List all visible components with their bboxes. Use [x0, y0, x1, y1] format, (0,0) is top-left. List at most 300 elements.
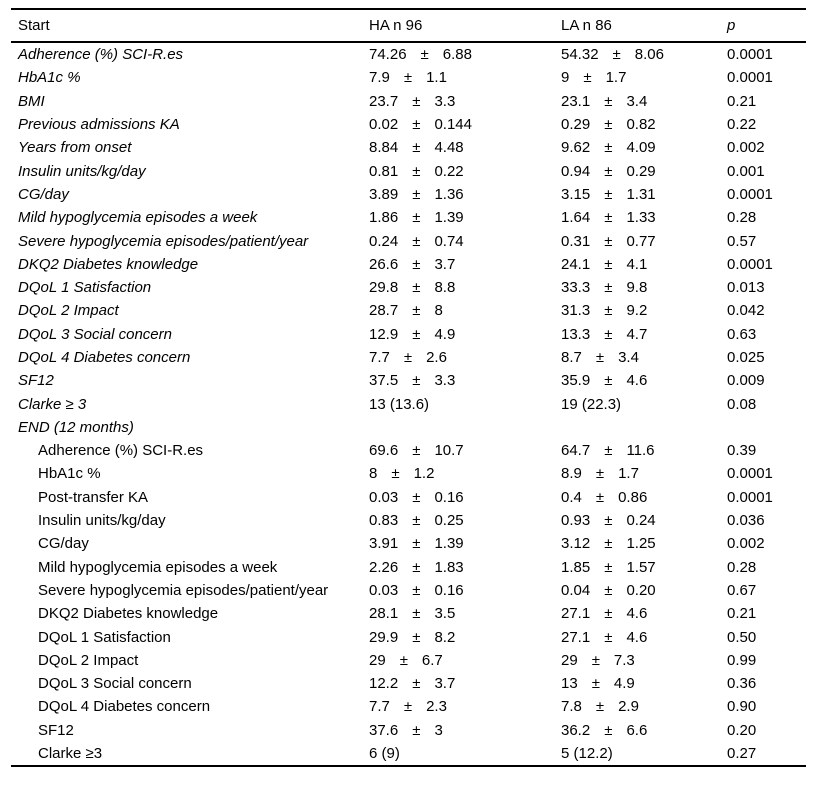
- row-label: DKQ2 Diabetes knowledge: [38, 606, 219, 622]
- ha-value: [363, 513, 555, 528]
- value-mean: 27.1: [561, 606, 591, 622]
- plus-minus-sign: ±: [412, 117, 421, 133]
- value-mean: 0.31: [561, 233, 591, 249]
- row-label: Insulin units/kg/day: [38, 513, 166, 529]
- p-value: 0.0001: [727, 70, 773, 86]
- p-value: 0.002: [727, 536, 765, 552]
- value-mean: 29: [369, 652, 386, 668]
- value-sd: 1.57: [626, 559, 656, 575]
- la-value: [555, 723, 721, 738]
- results-table: [11, 8, 806, 767]
- value-sd: 3.7: [434, 676, 456, 692]
- value-mean: 7.7: [369, 699, 390, 715]
- plus-minus-sign: ±: [412, 163, 421, 179]
- value-sd: 11.6: [626, 443, 655, 459]
- value-mean: 0.81: [369, 163, 399, 179]
- plus-minus-sign: ±: [612, 47, 621, 63]
- p-value: 0.025: [727, 350, 765, 365]
- plus-minus-sign: ±: [412, 489, 421, 505]
- value-mean: 13.3: [561, 326, 591, 342]
- table-row: [11, 579, 806, 602]
- la-value: [555, 490, 721, 505]
- value-mean: 1.86: [369, 210, 399, 226]
- value-sd: 4.9: [434, 326, 456, 342]
- plus-minus-sign: ±: [595, 699, 605, 715]
- value-mean: 36.2: [561, 722, 591, 738]
- value-mean: 29.8: [369, 280, 399, 296]
- value-sd: 7.3: [613, 652, 635, 668]
- plus-minus-sign: ±: [412, 373, 421, 389]
- value-mean: 0.02: [369, 117, 399, 133]
- table-row: [11, 392, 806, 415]
- p-value: 0.001: [727, 163, 765, 179]
- header-cell-la: LA n 86: [561, 18, 612, 33]
- la-value: [555, 164, 721, 179]
- la-value: [555, 187, 721, 202]
- row-label: CG/day: [38, 536, 89, 552]
- row-label: Years from onset: [18, 140, 132, 156]
- ha-value: [363, 653, 555, 668]
- value-sd: 0.82: [626, 117, 656, 133]
- value-mean: 23.1: [561, 93, 591, 109]
- value-mean: 33.3: [561, 280, 591, 296]
- value-mean: 0.94: [561, 163, 591, 179]
- value-sd: 4.48: [434, 140, 464, 156]
- plus-minus-sign: ±: [595, 350, 605, 365]
- value-sd: 8.06: [634, 47, 664, 63]
- value-sd: 1.39: [434, 210, 464, 226]
- plus-minus-sign: ±: [604, 722, 613, 738]
- la-value: [555, 303, 721, 318]
- value-sd: 0.25: [434, 513, 464, 529]
- value-sd: 6.7: [421, 652, 443, 668]
- ha-value: [363, 699, 555, 714]
- value-mean: 6 (9): [369, 746, 400, 762]
- table-row: [11, 113, 806, 136]
- la-value: [555, 443, 721, 458]
- value-sd: 1.2: [413, 466, 435, 482]
- table-header: [11, 10, 806, 43]
- la-value: [555, 350, 721, 365]
- value-mean: 74.26: [369, 47, 407, 63]
- plus-minus-sign: ±: [595, 489, 605, 505]
- value-mean: 8.84: [369, 140, 399, 156]
- p-value: 0.009: [727, 373, 765, 389]
- row-label: Insulin units/kg/day: [18, 163, 146, 179]
- value-mean: 31.3: [561, 303, 591, 319]
- row-label: END (12 months): [18, 419, 134, 435]
- value-sd: 9.2: [626, 303, 648, 319]
- ha-value: [363, 234, 555, 249]
- table-row: [11, 183, 806, 206]
- la-value: [555, 513, 721, 528]
- value-sd: 0.24: [626, 513, 656, 529]
- plus-minus-sign: ±: [412, 629, 421, 645]
- table-row: [11, 136, 806, 159]
- value-sd: 4.7: [626, 326, 648, 342]
- ha-value: [363, 373, 555, 388]
- value-mean: 7.8: [561, 699, 582, 715]
- value-sd: 4.1: [626, 256, 648, 272]
- value-sd: 0.86: [618, 489, 648, 505]
- value-mean: 28.7: [369, 303, 399, 319]
- p-value: 0.0001: [727, 256, 773, 272]
- plus-minus-sign: ±: [604, 93, 613, 109]
- ha-value: [363, 443, 555, 458]
- plus-minus-sign: ±: [604, 443, 613, 459]
- value-mean: 0.03: [369, 582, 399, 598]
- value-mean: 3.91: [369, 536, 399, 552]
- p-value: 0.39: [727, 443, 757, 459]
- la-value: [555, 560, 721, 575]
- plus-minus-sign: ±: [412, 582, 421, 598]
- table-row: [11, 299, 806, 322]
- value-mean: 7.7: [369, 350, 390, 365]
- la-value: [555, 140, 721, 155]
- value-mean: 26.6: [369, 256, 399, 272]
- table-row: [11, 462, 806, 485]
- plus-minus-sign: ±: [412, 186, 421, 202]
- value-mean: 69.6: [369, 443, 399, 459]
- row-label: HbA1c %: [18, 70, 81, 86]
- plus-minus-sign: ±: [604, 629, 613, 645]
- row-label: Clarke ≥ 3: [18, 396, 87, 412]
- ha-value: [363, 583, 555, 598]
- value-sd: 1.39: [434, 536, 464, 552]
- p-value: 0.57: [727, 233, 757, 249]
- value-mean: 37.6: [369, 722, 399, 738]
- value-sd: 0.74: [434, 233, 464, 249]
- section-header-row: [11, 416, 806, 439]
- plus-minus-sign: ±: [412, 256, 421, 272]
- value-mean: 1.85: [561, 559, 591, 575]
- row-label: Previous admissions KA: [18, 117, 180, 133]
- plus-minus-sign: ±: [604, 513, 613, 529]
- value-sd: 3.3: [434, 373, 456, 389]
- plus-minus-sign: ±: [399, 652, 408, 668]
- table-row: [11, 43, 806, 66]
- row-label: DQoL 1 Satisfaction: [18, 280, 152, 296]
- plus-minus-sign: ±: [412, 676, 421, 692]
- plus-minus-sign: ±: [403, 70, 413, 86]
- table-row: [11, 649, 806, 672]
- plus-minus-sign: ±: [412, 443, 421, 459]
- p-value: 0.002: [727, 140, 765, 156]
- plus-minus-sign: ±: [412, 233, 421, 249]
- row-label: SF12: [18, 373, 54, 389]
- p-value: 0.63: [727, 326, 757, 342]
- value-mean: 12.2: [369, 676, 399, 692]
- plus-minus-sign: ±: [604, 536, 613, 552]
- row-label: Adherence (%) SCI-R.es: [38, 443, 204, 459]
- table-row: [11, 556, 806, 579]
- table-row: [11, 206, 806, 229]
- table-row: [11, 695, 806, 718]
- plus-minus-sign: ±: [604, 117, 613, 133]
- header-cell-p: p: [727, 18, 736, 33]
- ha-value: [363, 187, 555, 202]
- value-mean: 0.29: [561, 117, 591, 133]
- value-sd: 10.7: [434, 443, 464, 459]
- plus-minus-sign: ±: [604, 606, 613, 622]
- la-value: [555, 373, 721, 388]
- row-label: Clarke ≥3: [38, 746, 103, 762]
- plus-minus-sign: ±: [583, 70, 592, 86]
- plus-minus-sign: ±: [412, 513, 421, 529]
- ha-value: [363, 210, 555, 225]
- value-mean: 29: [561, 652, 578, 668]
- plus-minus-sign: ±: [591, 652, 600, 668]
- value-mean: 3.89: [369, 186, 399, 202]
- value-sd: 4.6: [626, 606, 648, 622]
- ha-value: [363, 490, 555, 505]
- row-label: DKQ2 Diabetes knowledge: [18, 256, 199, 272]
- value-sd: 0.77: [626, 233, 656, 249]
- la-value: [555, 699, 721, 714]
- value-mean: 37.5: [369, 373, 399, 389]
- value-sd: 1.25: [626, 536, 656, 552]
- ha-value: [363, 746, 555, 761]
- value-sd: 3: [434, 722, 443, 738]
- plus-minus-sign: ±: [412, 722, 421, 738]
- ha-value: [363, 280, 555, 295]
- value-sd: 4.6: [626, 629, 648, 645]
- ha-value: [363, 164, 555, 179]
- la-value: [555, 47, 721, 62]
- la-value: [555, 653, 721, 668]
- header-cell-start: Start: [18, 18, 50, 33]
- value-sd: 8: [434, 303, 443, 319]
- plus-minus-sign: ±: [391, 466, 400, 482]
- row-label: Severe hypoglycemia episodes/patient/year: [38, 582, 329, 598]
- plus-minus-sign: ±: [412, 210, 421, 226]
- la-value: [555, 630, 721, 645]
- value-sd: 1.7: [605, 70, 627, 86]
- p-value: 0.0001: [727, 186, 773, 202]
- value-mean: 0.24: [369, 233, 399, 249]
- ha-value: [363, 257, 555, 272]
- p-value: 0.27: [727, 746, 757, 762]
- value-mean: 5 (12.2): [561, 746, 613, 762]
- la-value: [555, 234, 721, 249]
- value-mean: 28.1: [369, 606, 399, 622]
- table-row: [11, 90, 806, 113]
- plus-minus-sign: ±: [412, 280, 421, 296]
- table-row: [11, 672, 806, 695]
- table-row: [11, 346, 806, 369]
- value-mean: 24.1: [561, 256, 591, 272]
- row-label: DQoL 4 Diabetes concern: [38, 699, 211, 715]
- plus-minus-sign: ±: [595, 466, 605, 482]
- la-value: [555, 583, 721, 598]
- row-label: Severe hypoglycemia episodes/patient/year: [18, 233, 309, 249]
- plus-minus-sign: ±: [604, 373, 613, 389]
- plus-minus-sign: ±: [403, 350, 413, 365]
- header-cell-ha: HA n 96: [369, 18, 423, 33]
- row-label: BMI: [18, 93, 45, 109]
- ha-value: [363, 466, 555, 481]
- value-sd: 2.3: [426, 699, 447, 715]
- row-label: DQoL 3 Social concern: [38, 676, 192, 692]
- la-value: [555, 327, 721, 342]
- value-sd: 1.1: [426, 70, 447, 86]
- plus-minus-sign: ±: [604, 186, 613, 202]
- plus-minus-sign: ±: [412, 559, 421, 575]
- value-sd: 3.7: [434, 256, 456, 272]
- row-label: DQoL 3 Social concern: [18, 326, 172, 342]
- la-value: [555, 397, 721, 412]
- value-mean: 35.9: [561, 373, 591, 389]
- value-sd: 0.22: [434, 163, 464, 179]
- value-mean: 8: [369, 466, 378, 482]
- p-value: 0.0001: [727, 466, 773, 482]
- value-mean: 8.7: [561, 350, 582, 365]
- row-label: Adherence (%) SCI-R.es: [18, 47, 184, 63]
- p-value: 0.50: [727, 629, 757, 645]
- la-value: [555, 210, 721, 225]
- value-sd: 4.6: [626, 373, 648, 389]
- la-value: [555, 117, 721, 132]
- ha-value: [363, 536, 555, 551]
- ha-value: [363, 327, 555, 342]
- p-value: 0.0001: [727, 47, 773, 63]
- p-value: 0.0001: [727, 489, 773, 505]
- plus-minus-sign: ±: [604, 582, 613, 598]
- table-row: [11, 66, 806, 89]
- value-sd: 1.36: [434, 186, 464, 202]
- table-row: [11, 439, 806, 462]
- row-label: Post-transfer KA: [38, 489, 149, 505]
- plus-minus-sign: ±: [403, 699, 413, 715]
- ha-value: [363, 676, 555, 691]
- table-row: [11, 532, 806, 555]
- p-value: 0.013: [727, 280, 765, 296]
- row-label: HbA1c %: [38, 466, 101, 482]
- value-sd: 1.31: [626, 186, 656, 202]
- value-mean: 9: [561, 70, 570, 86]
- plus-minus-sign: ±: [604, 233, 613, 249]
- table-row: [11, 253, 806, 276]
- value-sd: 3.5: [434, 606, 456, 622]
- la-value: [555, 466, 721, 481]
- la-value: [555, 536, 721, 551]
- la-value: [555, 257, 721, 272]
- value-mean: 0.93: [561, 513, 591, 529]
- value-mean: 0.4: [561, 489, 582, 505]
- table-row: [11, 369, 806, 392]
- row-label: DQoL 2 Impact: [18, 303, 119, 319]
- plus-minus-sign: ±: [604, 326, 613, 342]
- table-row: [11, 742, 806, 765]
- p-value: 0.90: [727, 699, 757, 715]
- value-sd: 1.83: [434, 559, 464, 575]
- plus-minus-sign: ±: [420, 47, 429, 63]
- la-value: [555, 676, 721, 691]
- ha-value: [363, 117, 555, 132]
- plus-minus-sign: ±: [412, 303, 421, 319]
- value-sd: 4.09: [626, 140, 656, 156]
- plus-minus-sign: ±: [412, 606, 421, 622]
- value-mean: 19 (22.3): [561, 396, 622, 412]
- table-row: [11, 602, 806, 625]
- value-mean: 12.9: [369, 326, 399, 342]
- row-label: Mild hypoglycemia episodes a week: [18, 210, 258, 226]
- row-label: SF12: [38, 722, 74, 738]
- value-sd: 6.88: [442, 47, 472, 63]
- p-value: 0.08: [727, 396, 757, 412]
- ha-value: [363, 560, 555, 575]
- table-row: [11, 509, 806, 532]
- value-mean: 0.04: [561, 582, 591, 598]
- value-sd: 2.9: [618, 699, 639, 715]
- value-mean: 3.15: [561, 186, 591, 202]
- value-sd: 0.29: [626, 163, 656, 179]
- value-sd: 3.4: [626, 93, 648, 109]
- value-sd: 1.7: [618, 466, 639, 482]
- value-mean: 0.83: [369, 513, 399, 529]
- ha-value: [363, 723, 555, 738]
- value-mean: 0.03: [369, 489, 399, 505]
- ha-value: [363, 630, 555, 645]
- value-mean: 7.9: [369, 70, 390, 86]
- value-sd: 0.16: [434, 489, 464, 505]
- row-label: DQoL 4 Diabetes concern: [18, 350, 191, 365]
- table-row: [11, 159, 806, 182]
- p-value: 0.36: [727, 676, 757, 692]
- ha-value: [363, 606, 555, 621]
- value-mean: 64.7: [561, 443, 591, 459]
- value-mean: 2.26: [369, 559, 399, 575]
- table-row: [11, 625, 806, 648]
- plus-minus-sign: ±: [604, 559, 613, 575]
- la-value: [555, 70, 721, 85]
- ha-value: [363, 350, 555, 365]
- value-sd: 4.9: [613, 676, 635, 692]
- row-label: DQoL 2 Impact: [38, 652, 139, 668]
- row-label: DQoL 1 Satisfaction: [38, 629, 171, 645]
- row-label: CG/day: [18, 186, 69, 202]
- plus-minus-sign: ±: [412, 140, 421, 156]
- value-mean: 29.9: [369, 629, 399, 645]
- la-value: [555, 94, 721, 109]
- plus-minus-sign: ±: [604, 280, 613, 296]
- p-value: 0.21: [727, 606, 757, 622]
- value-mean: 9.62: [561, 140, 591, 156]
- value-mean: 23.7: [369, 93, 399, 109]
- ha-value: [363, 70, 555, 85]
- plus-minus-sign: ±: [591, 676, 600, 692]
- la-value: [555, 746, 721, 761]
- plus-minus-sign: ±: [604, 140, 613, 156]
- value-mean: 13 (13.6): [369, 396, 430, 412]
- table-row: [11, 719, 806, 742]
- value-sd: 8.2: [434, 629, 456, 645]
- plus-minus-sign: ±: [604, 303, 613, 319]
- value-mean: 8.9: [561, 466, 582, 482]
- table-row: [11, 486, 806, 509]
- plus-minus-sign: ±: [412, 93, 421, 109]
- plus-minus-sign: ±: [604, 256, 613, 272]
- value-sd: 8.8: [434, 280, 456, 296]
- p-value: 0.21: [727, 93, 757, 109]
- la-value: [555, 606, 721, 621]
- value-mean: 13: [561, 676, 578, 692]
- value-sd: 0.144: [434, 117, 472, 133]
- p-value: 0.036: [727, 513, 765, 529]
- p-value: 0.28: [727, 210, 757, 226]
- ha-value: [363, 303, 555, 318]
- table-row: [11, 276, 806, 299]
